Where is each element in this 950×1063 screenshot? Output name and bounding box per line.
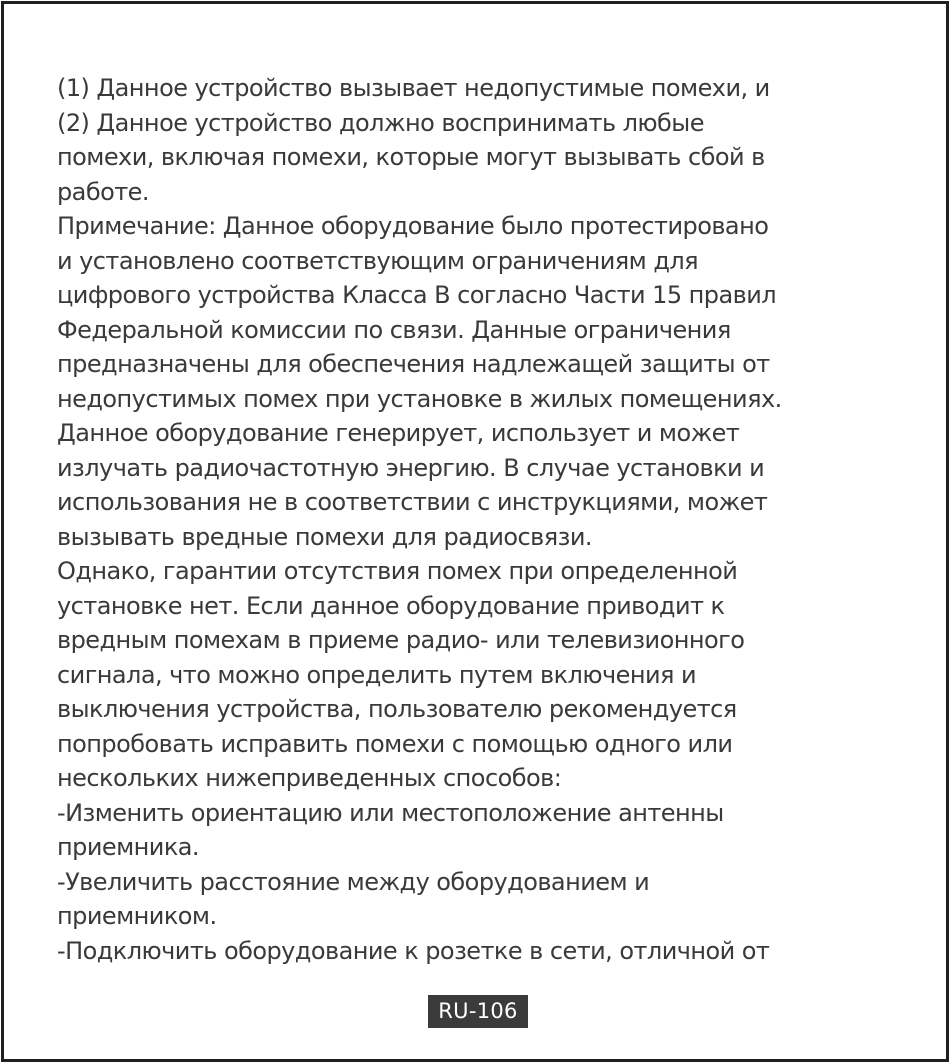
text-line: -Изменить ориентацию или местоположение антенны [57, 798, 724, 827]
page-body-text [57, 71, 927, 968]
text-line: -Подключить оборудование к розетке в сети, отличной от [57, 936, 770, 965]
text-line: использования не в соответствии с инструкциями, может [57, 488, 768, 516]
text-line: приемником. [57, 902, 217, 930]
text-line: вредным помехам в приеме радио- или телевизионного [57, 626, 745, 654]
text-line: Данное оборудование генерирует, использует и может [57, 419, 740, 447]
text-line: выключения устройства, пользователю рекомендуется [57, 695, 737, 723]
text-line: предназначены для обеспечения надлежащей защиты от [57, 350, 770, 378]
text-line: попробовать исправить помехи с помощью одного или [57, 729, 733, 758]
text-line: Однако, гарантии отсутствия помех при определенной [57, 557, 738, 585]
text-line: Федеральной комиссии по связи. Данные ограничения [57, 315, 731, 344]
page-number-badge: RU-106 [428, 995, 528, 1028]
text-line: излучать радиочастотную энергию. В случае установки и [57, 453, 765, 482]
text-line: и установлено соответствующим ограничениям для [57, 246, 699, 275]
text-line: цифрового устройства Класса B согласно Части 15 правил [57, 281, 777, 309]
text-line: Примечание: Данное оборудование было протестировано [57, 212, 769, 240]
manual-page [1, 1, 949, 1062]
text-line: вызывать вредные помехи для радиосвязи. [57, 522, 592, 551]
text-line: (1) Данное устройство вызывает недопустимые помехи, и [57, 74, 770, 102]
text-line: нескольких нижеприведенных способов: [57, 764, 562, 792]
text-line: помехи, включая помехи, которые могут вызывать сбой в [57, 143, 765, 171]
text-line: (2) Данное устройство должно воспринимать любые [57, 108, 704, 137]
text-line: -Увеличить расстояние между оборудованием и [57, 867, 650, 896]
text-line: работе. [57, 177, 149, 206]
text-line: приемника. [57, 833, 200, 861]
text-line: установке нет. Если данное оборудование приводит к [57, 591, 725, 620]
text-line: недопустимых помех при установке в жилых помещениях. [57, 384, 782, 413]
text-line: сигнала, что можно определить путем включения и [57, 660, 697, 689]
